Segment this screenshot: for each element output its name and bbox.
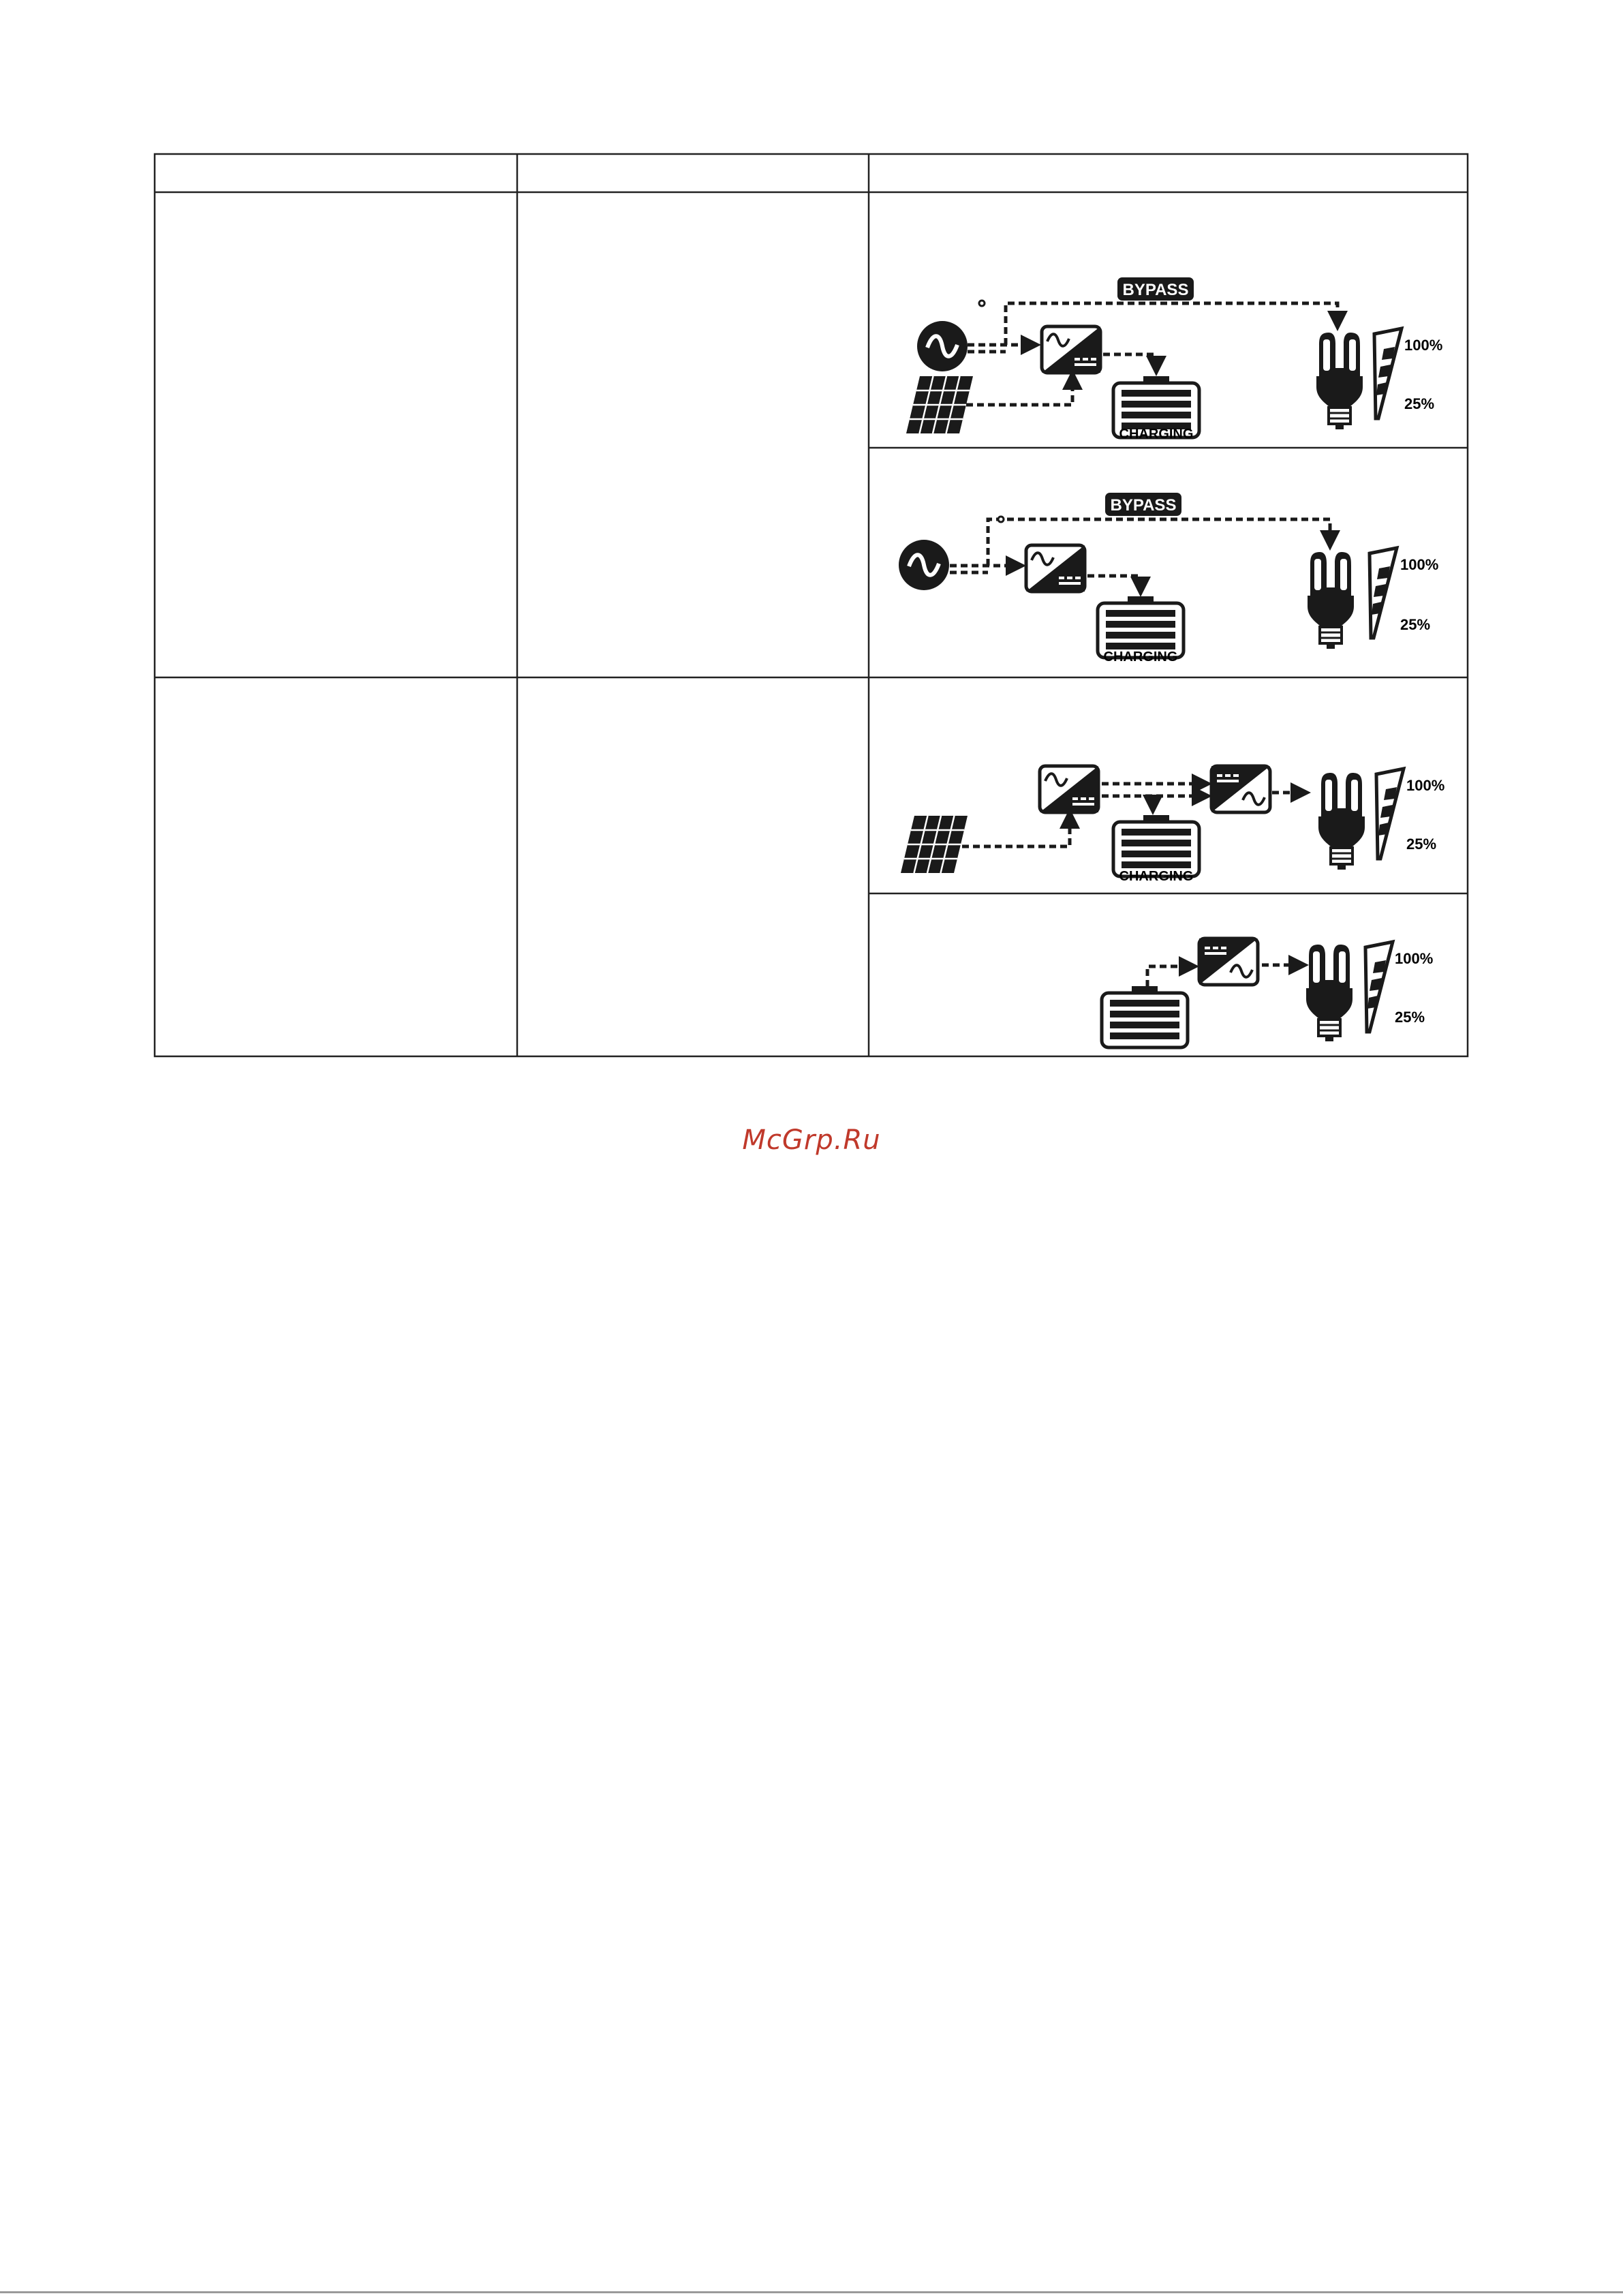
flow-diagram-grid-solar-bypass [906,277,1442,442]
load-100-label: 100% [1400,556,1439,573]
dc-ac-inverter-icon [1199,938,1258,985]
load-25-label: 25% [1406,836,1437,853]
load-meter-icon [1376,769,1404,859]
solar-panel-icon [901,816,968,873]
charger-inverter-icon [1040,766,1098,812]
load-25-label: 25% [1404,395,1435,412]
charger-inverter-icon [1026,545,1085,592]
page-bottom-border [0,2291,1623,2293]
load-100-label: 100% [1395,950,1434,967]
charger-inverter-icon [1042,326,1100,373]
svg-text:BYPASS: BYPASS [1110,496,1177,515]
battery-icon [1113,815,1199,876]
flow-diagram-grid-bypass [899,493,1438,664]
bulb-load-icon [1308,552,1354,649]
charging-label: CHARGING [1119,869,1194,884]
bypass-label [1117,277,1194,301]
load-meter-icon [1374,328,1402,418]
bulb-load-icon [1316,333,1363,429]
table-grid [155,154,1468,1056]
load-100-label: 100% [1406,777,1445,794]
load-25-label: 25% [1395,1009,1425,1026]
load-25-label: 25% [1400,616,1431,633]
ac-grid-icon [917,321,968,371]
ac-grid-icon [899,540,949,590]
battery-icon [1102,986,1188,1047]
dc-ac-inverter-icon [1211,766,1270,812]
bypass-label [1105,493,1181,516]
flow-diagram-battery-inverter [1102,938,1433,1047]
flow-diagram-solar-inverter [901,766,1444,884]
load-meter-icon [1365,942,1393,1032]
load-100-label: 100% [1404,337,1443,354]
svg-text:BYPASS: BYPASS [1122,281,1189,299]
battery-icon [1098,596,1184,658]
solar-panel-icon [906,376,973,433]
charging-label: CHARGING [1119,427,1194,442]
bulb-load-icon [1306,945,1352,1041]
charging-label: CHARGING [1103,649,1178,664]
load-meter-icon [1370,548,1397,638]
watermark-text: McGrp.Ru [742,1124,881,1156]
bulb-load-icon [1318,773,1365,870]
